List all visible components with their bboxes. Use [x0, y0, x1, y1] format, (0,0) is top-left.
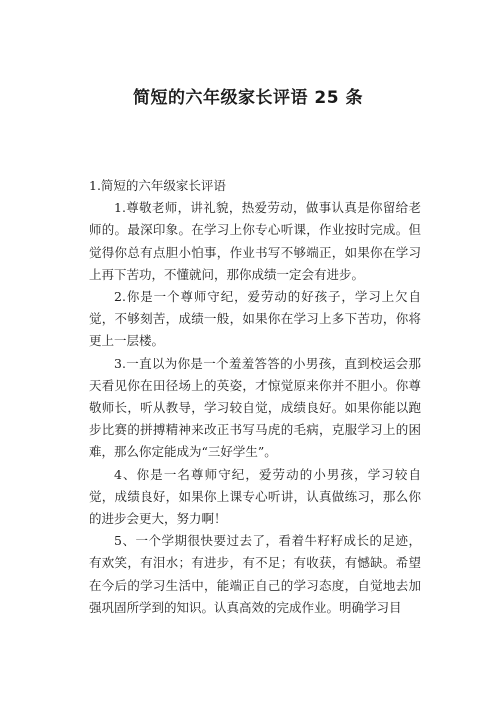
paragraph-3: 3.一直以为你是一个羞羞答答的小男孩，直到校运会那天看见你在田径场上的英姿，才惊觉原来你并不胆小。你尊敬师长，听从教导，学习较自觉，成绩良好。如果你能以跑步比赛的拼搏精神来改正书写马虎的毛病，克服学习上的困难，那么你定能成为“三好学生”。: [89, 355, 421, 460]
paragraph-1: 1.尊敬老师，讲礼貌，热爱劳动，做事认真是你留给老师的。最深印象。在学习上你专心听课，作业按时完成。但觉得你总有点胆小怕事，作业书写不够端正，如果你在学习上再下苦功，不懂就问，那你成绩一定会有进步。: [89, 200, 421, 282]
paragraph-5: 5、一个学期很快要过去了，看着牛籽籽成长的足迹，有欢笑，有泪水；有进步，有不足；有收获，有憾缺。希望在今后的学习生活中，能端正自己的学习态度，自觉地去加强巩固所学到的知识。认真高效的完成作业。明确学习目: [89, 533, 421, 615]
document-body: [89, 175, 421, 619]
section-heading: 1.简短的六年级家长评语: [89, 178, 226, 193]
paragraph-4: 4、你是一名尊师守纪，爱劳动的小男孩，学习较自觉，成绩良好，如果你上课专心听讲，认真做练习，那么你的进步会更大，努力啊！: [89, 466, 421, 527]
paragraph-2: 2.你是一个尊师守纪，爱劳动的好孩子，学习上欠自觉，不够刻苦，成绩一般，如果你在学习上多下苦功，你将更上一层楼。: [89, 289, 421, 349]
document-title: 简短的六年级家长评语 25 条: [133, 88, 363, 108]
